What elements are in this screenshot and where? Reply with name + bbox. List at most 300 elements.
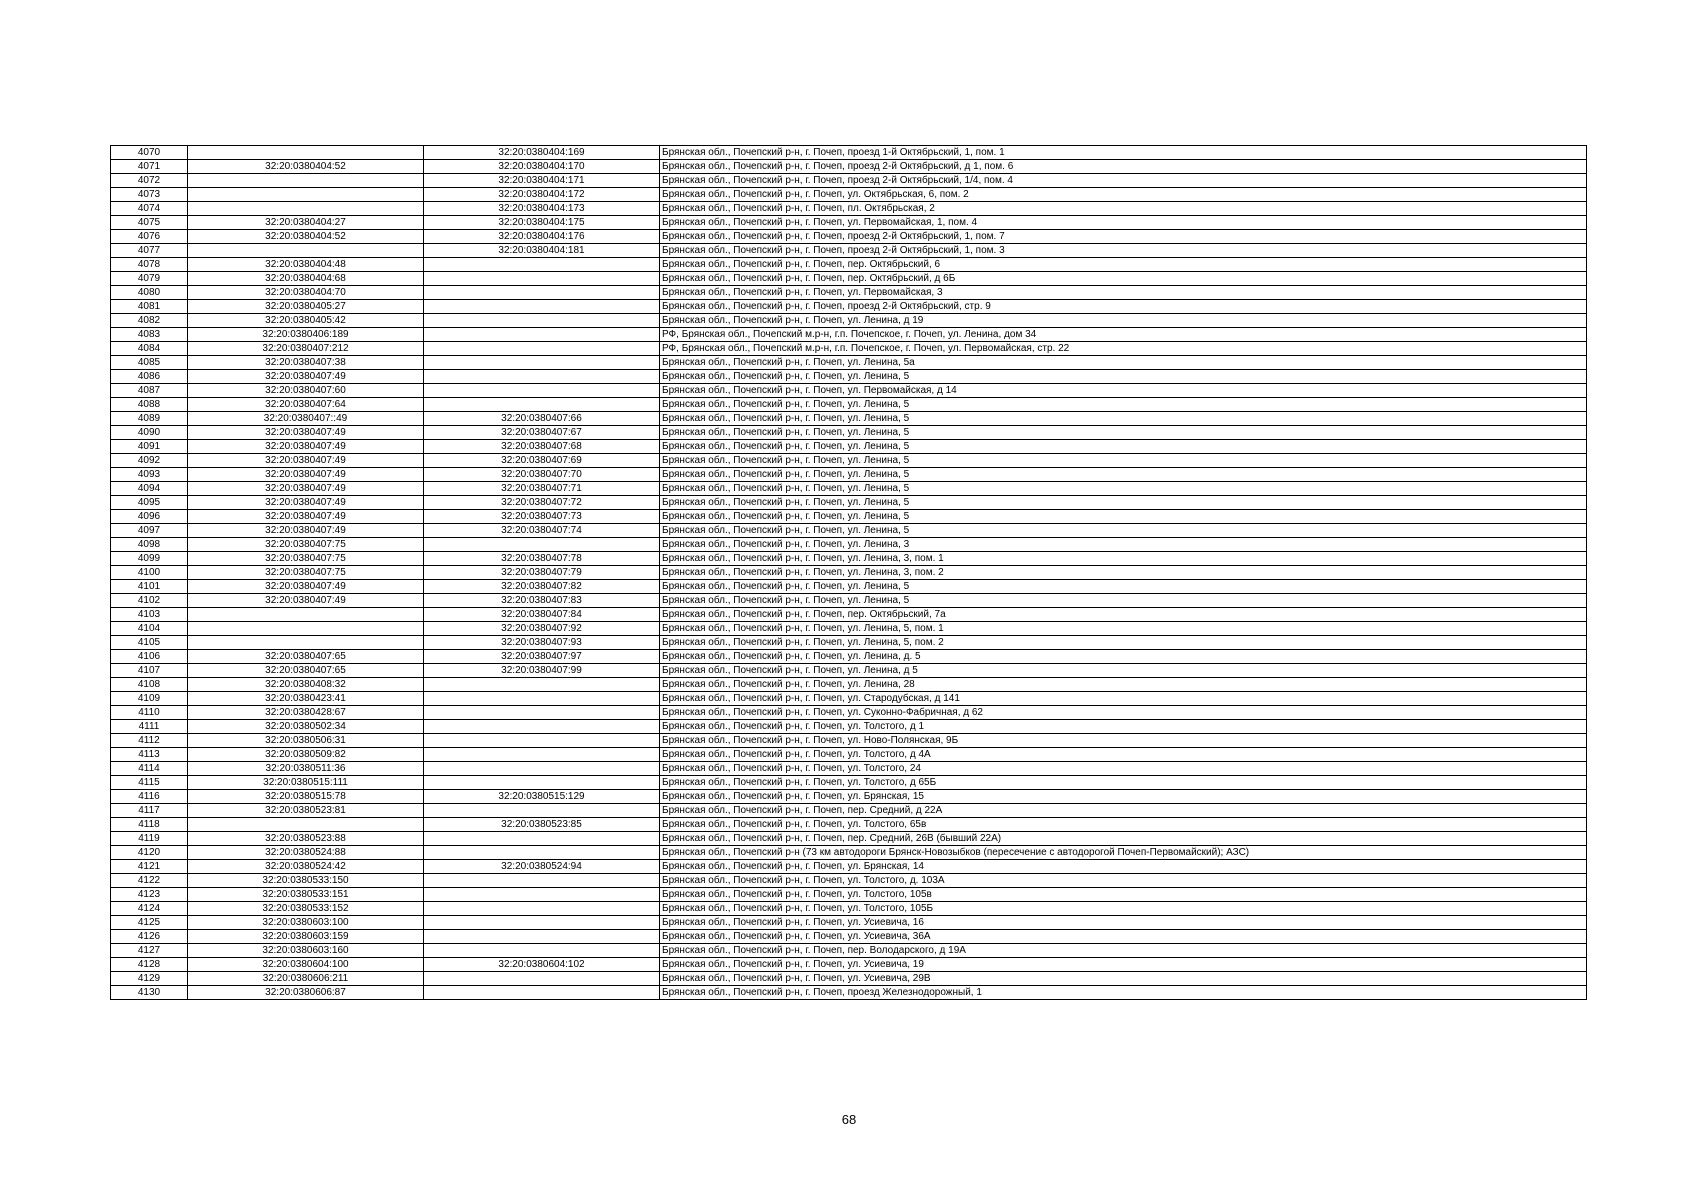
address-cell: Брянская обл., Почепский р-н, г. Почеп, ул. Толстого, д. 103А: [660, 874, 1587, 888]
table-row: [111, 818, 1587, 832]
object-cadastral-number-cell: 32:20:0380407:92: [424, 622, 660, 636]
parcel-cadastral-number-cell: 32:20:0380515:111: [188, 776, 424, 790]
table-row: [111, 622, 1587, 636]
table-row: [111, 482, 1587, 496]
object-cadastral-number-cell: [424, 272, 660, 286]
parcel-cadastral-number-cell: 32:20:0380533:151: [188, 888, 424, 902]
row-number-cell: 4107: [111, 664, 188, 678]
table-row: [111, 258, 1587, 272]
address-cell: Брянская обл., Почепский р-н, г. Почеп, пер. Володарского, д 19А: [660, 944, 1587, 958]
address-cell: Брянская обл., Почепский р-н, г. Почеп, ул. Толстого, 65в: [660, 818, 1587, 832]
parcel-cadastral-number-cell: 32:20:0380404:52: [188, 160, 424, 174]
object-cadastral-number-cell: [424, 300, 660, 314]
object-cadastral-number-cell: 32:20:0380407:67: [424, 426, 660, 440]
row-number-cell: 4119: [111, 832, 188, 846]
table-row: [111, 426, 1587, 440]
address-cell: Брянская обл., Почепский р-н, г. Почеп, ул. Ленина, 5: [660, 580, 1587, 594]
object-cadastral-number-cell: 32:20:0380404:170: [424, 160, 660, 174]
row-number-cell: 4124: [111, 902, 188, 916]
row-number-cell: 4094: [111, 482, 188, 496]
parcel-cadastral-number-cell: 32:20:0380515:78: [188, 790, 424, 804]
address-cell: Брянская обл., Почепский р-н, г. Почеп, проезд 2-й Октябрьский, 1, пом. 7: [660, 230, 1587, 244]
object-cadastral-number-cell: [424, 776, 660, 790]
parcel-cadastral-number-cell: 32:20:0380407:65: [188, 650, 424, 664]
address-cell: Брянская обл., Почепский р-н, г. Почеп, проезд 2-й Октябрьский, 1, пом. 3: [660, 244, 1587, 258]
parcel-cadastral-number-cell: 32:20:0380407:49: [188, 454, 424, 468]
row-number-cell: 4092: [111, 454, 188, 468]
row-number-cell: 4078: [111, 258, 188, 272]
parcel-cadastral-number-cell: 32:20:0380405:27: [188, 300, 424, 314]
object-cadastral-number-cell: [424, 678, 660, 692]
object-cadastral-number-cell: [424, 398, 660, 412]
row-number-cell: 4105: [111, 636, 188, 650]
row-number-cell: 4079: [111, 272, 188, 286]
object-cadastral-number-cell: [424, 370, 660, 384]
address-cell: Брянская обл., Почепский р-н, г. Почеп, ул. Брянская, 14: [660, 860, 1587, 874]
row-number-cell: 4084: [111, 342, 188, 356]
parcel-cadastral-number-cell: 32:20:0380407::49: [188, 412, 424, 426]
table-row: [111, 146, 1587, 160]
table-row: [111, 202, 1587, 216]
table-row: [111, 328, 1587, 342]
address-cell: Брянская обл., Почепский р-н, г. Почеп, ул. Ленина, 5а: [660, 356, 1587, 370]
object-cadastral-number-cell: 32:20:0380407:72: [424, 496, 660, 510]
table-row: [111, 958, 1587, 972]
row-number-cell: 4081: [111, 300, 188, 314]
table-row: [111, 608, 1587, 622]
row-number-cell: 4077: [111, 244, 188, 258]
address-cell: Брянская обл., Почепский р-н, г. Почеп, ул. Ленина, 28: [660, 678, 1587, 692]
parcel-cadastral-number-cell: [188, 174, 424, 188]
object-cadastral-number-cell: [424, 888, 660, 902]
parcel-cadastral-number-cell: 32:20:0380523:88: [188, 832, 424, 846]
parcel-cadastral-number-cell: 32:20:0380524:88: [188, 846, 424, 860]
row-number-cell: 4072: [111, 174, 188, 188]
table-row: [111, 594, 1587, 608]
row-number-cell: 4098: [111, 538, 188, 552]
parcel-cadastral-number-cell: 32:20:0380509:82: [188, 748, 424, 762]
object-cadastral-number-cell: 32:20:0380404:175: [424, 216, 660, 230]
row-number-cell: 4112: [111, 734, 188, 748]
parcel-cadastral-number-cell: 32:20:0380407:75: [188, 552, 424, 566]
object-cadastral-number-cell: [424, 356, 660, 370]
address-cell: Брянская обл., Почепский р-н, г. Почеп, ул. Толстого, д 65Б: [660, 776, 1587, 790]
object-cadastral-number-cell: 32:20:0380407:70: [424, 468, 660, 482]
row-number-cell: 4070: [111, 146, 188, 160]
row-number-cell: 4089: [111, 412, 188, 426]
object-cadastral-number-cell: 32:20:0380404:181: [424, 244, 660, 258]
object-cadastral-number-cell: 32:20:0380407:99: [424, 664, 660, 678]
address-cell: Брянская обл., Почепский р-н, г. Почеп, ул. Ленина, д 19: [660, 314, 1587, 328]
table-row: [111, 706, 1587, 720]
table-row: [111, 524, 1587, 538]
object-cadastral-number-cell: 32:20:0380407:84: [424, 608, 660, 622]
table-row: [111, 944, 1587, 958]
table-row: [111, 286, 1587, 300]
address-cell: Брянская обл., Почепский р-н, г. Почеп, пл. Октябрьская, 2: [660, 202, 1587, 216]
object-cadastral-number-cell: [424, 538, 660, 552]
object-cadastral-number-cell: 32:20:0380515:129: [424, 790, 660, 804]
parcel-cadastral-number-cell: 32:20:0380406:189: [188, 328, 424, 342]
parcel-cadastral-number-cell: 32:20:0380407:49: [188, 482, 424, 496]
parcel-cadastral-number-cell: 32:20:0380407:75: [188, 566, 424, 580]
table-row: [111, 272, 1587, 286]
parcel-cadastral-number-cell: 32:20:0380428:67: [188, 706, 424, 720]
parcel-cadastral-number-cell: [188, 188, 424, 202]
address-cell: Брянская обл., Почепский р-н, г. Почеп, ул. Ленина, 3, пом. 1: [660, 552, 1587, 566]
row-number-cell: 4100: [111, 566, 188, 580]
address-cell: Брянская обл., Почепский р-н, г. Почеп, ул. Первомайская, 3: [660, 286, 1587, 300]
parcel-cadastral-number-cell: 32:20:0380407:49: [188, 580, 424, 594]
object-cadastral-number-cell: [424, 286, 660, 300]
table-row: [111, 580, 1587, 594]
row-number-cell: 4083: [111, 328, 188, 342]
table-row: [111, 398, 1587, 412]
object-cadastral-number-cell: 32:20:0380404:171: [424, 174, 660, 188]
row-number-cell: 4104: [111, 622, 188, 636]
address-cell: РФ, Брянская обл., Почепский м.р-н, г.п. Почепское, г. Почеп, ул. Первомайская, стр. 22: [660, 342, 1587, 356]
address-cell: Брянская обл., Почепский р-н, г. Почеп, ул. Толстого, 24: [660, 762, 1587, 776]
parcel-cadastral-number-cell: 32:20:0380407:49: [188, 524, 424, 538]
table-row: [111, 692, 1587, 706]
row-number-cell: 4117: [111, 804, 188, 818]
table-row: [111, 230, 1587, 244]
parcel-cadastral-number-cell: 32:20:0380603:160: [188, 944, 424, 958]
table-row: [111, 678, 1587, 692]
row-number-cell: 4095: [111, 496, 188, 510]
table-row: [111, 930, 1587, 944]
parcel-cadastral-number-cell: 32:20:0380524:42: [188, 860, 424, 874]
parcel-cadastral-number-cell: [188, 818, 424, 832]
address-cell: Брянская обл., Почепский р-н, г. Почеп, ул. Ленина, 5: [660, 524, 1587, 538]
table-row: [111, 496, 1587, 510]
address-cell: Брянская обл., Почепский р-н, г. Почеп, ул. Ленина, д. 5: [660, 650, 1587, 664]
parcel-cadastral-number-cell: [188, 622, 424, 636]
address-cell: Брянская обл., Почепский р-н, г. Почеп, ул. Ленина, 5: [660, 496, 1587, 510]
object-cadastral-number-cell: 32:20:0380407:82: [424, 580, 660, 594]
parcel-cadastral-number-cell: 32:20:0380404:70: [188, 286, 424, 300]
address-cell: Брянская обл., Почепский р-н, г. Почеп, ул. Ленина, 5: [660, 468, 1587, 482]
table-row: [111, 720, 1587, 734]
address-cell: Брянская обл., Почепский р-н, г. Почеп, пер. Средний, 26В (бывший 22А): [660, 832, 1587, 846]
address-cell: Брянская обл., Почепский р-н (73 км автодороги Брянск-Новозыбков (пересечение с автодорогой Почеп-Первомайский); АЗС): [660, 846, 1587, 860]
row-number-cell: 4103: [111, 608, 188, 622]
address-cell: Брянская обл., Почепский р-н, г. Почеп, ул. Первомайская, 1, пом. 4: [660, 216, 1587, 230]
object-cadastral-number-cell: [424, 902, 660, 916]
parcel-cadastral-number-cell: [188, 244, 424, 258]
address-cell: Брянская обл., Почепский р-н, г. Почеп, ул. Ново-Полянская, 9Б: [660, 734, 1587, 748]
object-cadastral-number-cell: [424, 832, 660, 846]
parcel-cadastral-number-cell: 32:20:0380407:212: [188, 342, 424, 356]
parcel-cadastral-number-cell: 32:20:0380404:68: [188, 272, 424, 286]
address-cell: Брянская обл., Почепский р-н, г. Почеп, ул. Ленина, 5, пом. 2: [660, 636, 1587, 650]
address-cell: Брянская обл., Почепский р-н, г. Почеп, ул. Толстого, д 4А: [660, 748, 1587, 762]
row-number-cell: 4093: [111, 468, 188, 482]
row-number-cell: 4086: [111, 370, 188, 384]
parcel-cadastral-number-cell: 32:20:0380407:49: [188, 496, 424, 510]
row-number-cell: 4074: [111, 202, 188, 216]
table-row: [111, 916, 1587, 930]
object-cadastral-number-cell: 32:20:0380604:102: [424, 958, 660, 972]
address-cell: Брянская обл., Почепский р-н, г. Почеп, ул. Усиевича, 16: [660, 916, 1587, 930]
address-cell: Брянская обл., Почепский р-н, г. Почеп, ул. Брянская, 15: [660, 790, 1587, 804]
address-cell: Брянская обл., Почепский р-н, г. Почеп, пер. Октябрьский, 7а: [660, 608, 1587, 622]
table-row: [111, 790, 1587, 804]
address-cell: Брянская обл., Почепский р-н, г. Почеп, ул. Ленина, 5: [660, 482, 1587, 496]
table-row: [111, 846, 1587, 860]
address-cell: Брянская обл., Почепский р-н, г. Почеп, ул. Усиевича, 19: [660, 958, 1587, 972]
address-cell: Брянская обл., Почепский р-н, г. Почеп, ул. Ленина, 5: [660, 426, 1587, 440]
address-cell: Брянская обл., Почепский р-н, г. Почеп, ул. Ленина, 5: [660, 510, 1587, 524]
object-cadastral-number-cell: 32:20:0380407:74: [424, 524, 660, 538]
row-number-cell: 4082: [111, 314, 188, 328]
parcel-cadastral-number-cell: 32:20:0380407:38: [188, 356, 424, 370]
parcel-cadastral-number-cell: [188, 146, 424, 160]
address-cell: Брянская обл., Почепский р-н, г. Почеп, ул. Ленина, 5: [660, 398, 1587, 412]
object-cadastral-number-cell: [424, 846, 660, 860]
table-row: [111, 748, 1587, 762]
object-cadastral-number-cell: 32:20:0380407:79: [424, 566, 660, 580]
row-number-cell: 4127: [111, 944, 188, 958]
table-row: [111, 300, 1587, 314]
parcel-cadastral-number-cell: 32:20:0380407:49: [188, 370, 424, 384]
address-cell: Брянская обл., Почепский р-н, г. Почеп, ул. Усиевича, 36А: [660, 930, 1587, 944]
object-cadastral-number-cell: [424, 916, 660, 930]
address-cell: Брянская обл., Почепский р-н, г. Почеп, пер. Октябрьский, д 6Б: [660, 272, 1587, 286]
row-number-cell: 4090: [111, 426, 188, 440]
object-cadastral-number-cell: 32:20:0380407:71: [424, 482, 660, 496]
row-number-cell: 4110: [111, 706, 188, 720]
table-row: [111, 384, 1587, 398]
address-cell: Брянская обл., Почепский р-н, г. Почеп, проезд 2-й Октябрьский, стр. 9: [660, 300, 1587, 314]
parcel-cadastral-number-cell: 32:20:0380407:49: [188, 426, 424, 440]
table-row: [111, 832, 1587, 846]
table-row: [111, 370, 1587, 384]
parcel-cadastral-number-cell: 32:20:0380606:211: [188, 972, 424, 986]
row-number-cell: 4076: [111, 230, 188, 244]
table-row: [111, 972, 1587, 986]
table-row: [111, 664, 1587, 678]
parcel-cadastral-number-cell: [188, 608, 424, 622]
row-number-cell: 4123: [111, 888, 188, 902]
row-number-cell: 4088: [111, 398, 188, 412]
table-row: [111, 412, 1587, 426]
table-row: [111, 650, 1587, 664]
parcel-cadastral-number-cell: 32:20:0380506:31: [188, 734, 424, 748]
table-row: [111, 314, 1587, 328]
object-cadastral-number-cell: [424, 706, 660, 720]
object-cadastral-number-cell: [424, 720, 660, 734]
address-cell: Брянская обл., Почепский р-н, г. Почеп, ул. Ленина, 5: [660, 454, 1587, 468]
address-cell: Брянская обл., Почепский р-н, г. Почеп, ул. Ленина, 3, пом. 2: [660, 566, 1587, 580]
row-number-cell: 4087: [111, 384, 188, 398]
object-cadastral-number-cell: 32:20:0380404:172: [424, 188, 660, 202]
table-row: [111, 902, 1587, 916]
row-number-cell: 4085: [111, 356, 188, 370]
row-number-cell: 4075: [111, 216, 188, 230]
parcel-cadastral-number-cell: 32:20:0380405:42: [188, 314, 424, 328]
parcel-cadastral-number-cell: 32:20:0380603:159: [188, 930, 424, 944]
row-number-cell: 4096: [111, 510, 188, 524]
object-cadastral-number-cell: 32:20:0380407:73: [424, 510, 660, 524]
table-row: [111, 860, 1587, 874]
parcel-cadastral-number-cell: 32:20:0380511:36: [188, 762, 424, 776]
object-cadastral-number-cell: 32:20:0380407:68: [424, 440, 660, 454]
row-number-cell: 4114: [111, 762, 188, 776]
object-cadastral-number-cell: 32:20:0380523:85: [424, 818, 660, 832]
table-row: [111, 888, 1587, 902]
address-cell: Брянская обл., Почепский р-н, г. Почеп, ул. Ленина, 5: [660, 370, 1587, 384]
address-cell: Брянская обл., Почепский р-н, г. Почеп, ул. Ленина, 5: [660, 440, 1587, 454]
table-row: [111, 986, 1587, 1000]
object-cadastral-number-cell: 32:20:0380407:78: [424, 552, 660, 566]
object-cadastral-number-cell: [424, 314, 660, 328]
address-cell: Брянская обл., Почепский р-н, г. Почеп, ул. Толстого, д 1: [660, 720, 1587, 734]
row-number-cell: 4108: [111, 678, 188, 692]
object-cadastral-number-cell: [424, 874, 660, 888]
table-row: [111, 804, 1587, 818]
row-number-cell: 4115: [111, 776, 188, 790]
object-cadastral-number-cell: [424, 734, 660, 748]
page-number: 68: [841, 1112, 857, 1127]
object-cadastral-number-cell: [424, 986, 660, 1000]
row-number-cell: 4113: [111, 748, 188, 762]
parcel-cadastral-number-cell: 32:20:0380407:49: [188, 468, 424, 482]
table-row: [111, 762, 1587, 776]
object-cadastral-number-cell: [424, 930, 660, 944]
table-row: [111, 356, 1587, 370]
object-cadastral-number-cell: [424, 384, 660, 398]
table-row: [111, 510, 1587, 524]
row-number-cell: 4129: [111, 972, 188, 986]
row-number-cell: 4121: [111, 860, 188, 874]
object-cadastral-number-cell: 32:20:0380407:66: [424, 412, 660, 426]
parcel-cadastral-number-cell: 32:20:0380407:60: [188, 384, 424, 398]
row-number-cell: 4101: [111, 580, 188, 594]
object-cadastral-number-cell: [424, 328, 660, 342]
object-cadastral-number-cell: 32:20:0380524:94: [424, 860, 660, 874]
row-number-cell: 4109: [111, 692, 188, 706]
parcel-cadastral-number-cell: 32:20:0380408:32: [188, 678, 424, 692]
row-number-cell: 4111: [111, 720, 188, 734]
object-cadastral-number-cell: [424, 258, 660, 272]
address-cell: Брянская обл., Почепский р-н, г. Почеп, ул. Ленина, 5: [660, 594, 1587, 608]
row-number-cell: 4125: [111, 916, 188, 930]
table-row: [111, 552, 1587, 566]
row-number-cell: 4097: [111, 524, 188, 538]
address-cell: Брянская обл., Почепский р-н, г. Почеп, проезд 2-й Октябрьский, 1/4, пом. 4: [660, 174, 1587, 188]
parcel-cadastral-number-cell: 32:20:0380604:100: [188, 958, 424, 972]
parcel-cadastral-number-cell: 32:20:0380523:81: [188, 804, 424, 818]
table-row: [111, 468, 1587, 482]
row-number-cell: 4122: [111, 874, 188, 888]
row-number-cell: 4102: [111, 594, 188, 608]
table-row: [111, 776, 1587, 790]
row-number-cell: 4128: [111, 958, 188, 972]
table-row: [111, 440, 1587, 454]
object-cadastral-number-cell: [424, 944, 660, 958]
object-cadastral-number-cell: 32:20:0380404:176: [424, 230, 660, 244]
table-row: [111, 734, 1587, 748]
address-cell: Брянская обл., Почепский р-н, г. Почеп, проезд Железнодорожный, 1: [660, 986, 1587, 1000]
row-number-cell: 4118: [111, 818, 188, 832]
object-cadastral-number-cell: 32:20:0380407:69: [424, 454, 660, 468]
parcel-cadastral-number-cell: 32:20:0380606:87: [188, 986, 424, 1000]
parcel-cadastral-number-cell: 32:20:0380404:27: [188, 216, 424, 230]
parcel-cadastral-number-cell: [188, 202, 424, 216]
object-cadastral-number-cell: 32:20:0380407:97: [424, 650, 660, 664]
address-cell: Брянская обл., Почепский р-н, г. Почеп, пер. Средний, д 22А: [660, 804, 1587, 818]
table-row: [111, 874, 1587, 888]
address-cell: Брянская обл., Почепский р-н, г. Почеп, ул. Ленина, д 5: [660, 664, 1587, 678]
address-cell: Брянская обл., Почепский р-н, г. Почеп, ул. Ленина, 5: [660, 412, 1587, 426]
row-number-cell: 4120: [111, 846, 188, 860]
table-row: [111, 538, 1587, 552]
address-cell: РФ, Брянская обл., Почепский м.р-н, г.п. Почепское, г. Почеп, ул. Ленина, дом 34: [660, 328, 1587, 342]
table-row: [111, 244, 1587, 258]
object-cadastral-number-cell: 32:20:0380404:169: [424, 146, 660, 160]
parcel-cadastral-number-cell: 32:20:0380502:34: [188, 720, 424, 734]
parcel-cadastral-number-cell: 32:20:0380404:48: [188, 258, 424, 272]
address-cell: Брянская обл., Почепский р-н, г. Почеп, ул. Толстого, 105в: [660, 888, 1587, 902]
object-cadastral-number-cell: [424, 692, 660, 706]
table-row: [111, 454, 1587, 468]
table-row: [111, 342, 1587, 356]
row-number-cell: 4099: [111, 552, 188, 566]
address-cell: Брянская обл., Почепский р-н, г. Почеп, ул. Первомайская, д 14: [660, 384, 1587, 398]
table-row: [111, 160, 1587, 174]
object-cadastral-number-cell: [424, 804, 660, 818]
address-cell: Брянская обл., Почепский р-н, г. Почеп, пер. Октябрьский, 6: [660, 258, 1587, 272]
address-cell: Брянская обл., Почепский р-н, г. Почеп, проезд 2-й Октябрьский, д 1, пом. 6: [660, 160, 1587, 174]
table-row: [111, 566, 1587, 580]
row-number-cell: 4080: [111, 286, 188, 300]
address-cell: Брянская обл., Почепский р-н, г. Почеп, ул. Суконно-Фабричная, д 62: [660, 706, 1587, 720]
parcel-cadastral-number-cell: 32:20:0380404:52: [188, 230, 424, 244]
parcel-cadastral-number-cell: 32:20:0380533:152: [188, 902, 424, 916]
object-cadastral-number-cell: [424, 748, 660, 762]
address-cell: Брянская обл., Почепский р-н, г. Почеп, проезд 1-й Октябрьский, 1, пом. 1: [660, 146, 1587, 160]
row-number-cell: 4073: [111, 188, 188, 202]
parcel-cadastral-number-cell: [188, 636, 424, 650]
parcel-cadastral-number-cell: 32:20:0380603:100: [188, 916, 424, 930]
property-table-body: [111, 146, 1587, 1000]
row-number-cell: 4126: [111, 930, 188, 944]
object-cadastral-number-cell: [424, 762, 660, 776]
address-cell: Брянская обл., Почепский р-н, г. Почеп, ул. Октябрьская, 6, пом. 2: [660, 188, 1587, 202]
address-cell: Брянская обл., Почепский р-н, г. Почеп, ул. Усиевича, 29В: [660, 972, 1587, 986]
row-number-cell: 4116: [111, 790, 188, 804]
object-cadastral-number-cell: 32:20:0380404:173: [424, 202, 660, 216]
row-number-cell: 4091: [111, 440, 188, 454]
parcel-cadastral-number-cell: 32:20:0380407:65: [188, 664, 424, 678]
object-cadastral-number-cell: 32:20:0380407:93: [424, 636, 660, 650]
object-cadastral-number-cell: [424, 342, 660, 356]
parcel-cadastral-number-cell: 32:20:0380407:75: [188, 538, 424, 552]
table-row: [111, 216, 1587, 230]
row-number-cell: 4071: [111, 160, 188, 174]
parcel-cadastral-number-cell: 32:20:0380533:150: [188, 874, 424, 888]
table-row: [111, 636, 1587, 650]
address-cell: Брянская обл., Почепский р-н, г. Почеп, ул. Ленина, 3: [660, 538, 1587, 552]
parcel-cadastral-number-cell: 32:20:0380423:41: [188, 692, 424, 706]
property-table: [110, 145, 1587, 1000]
address-cell: Брянская обл., Почепский р-н, г. Почеп, ул. Стародубская, д 141: [660, 692, 1587, 706]
address-cell: Брянская обл., Почепский р-н, г. Почеп, ул. Толстого, 105Б: [660, 902, 1587, 916]
parcel-cadastral-number-cell: 32:20:0380407:49: [188, 440, 424, 454]
object-cadastral-number-cell: [424, 972, 660, 986]
table-row: [111, 188, 1587, 202]
